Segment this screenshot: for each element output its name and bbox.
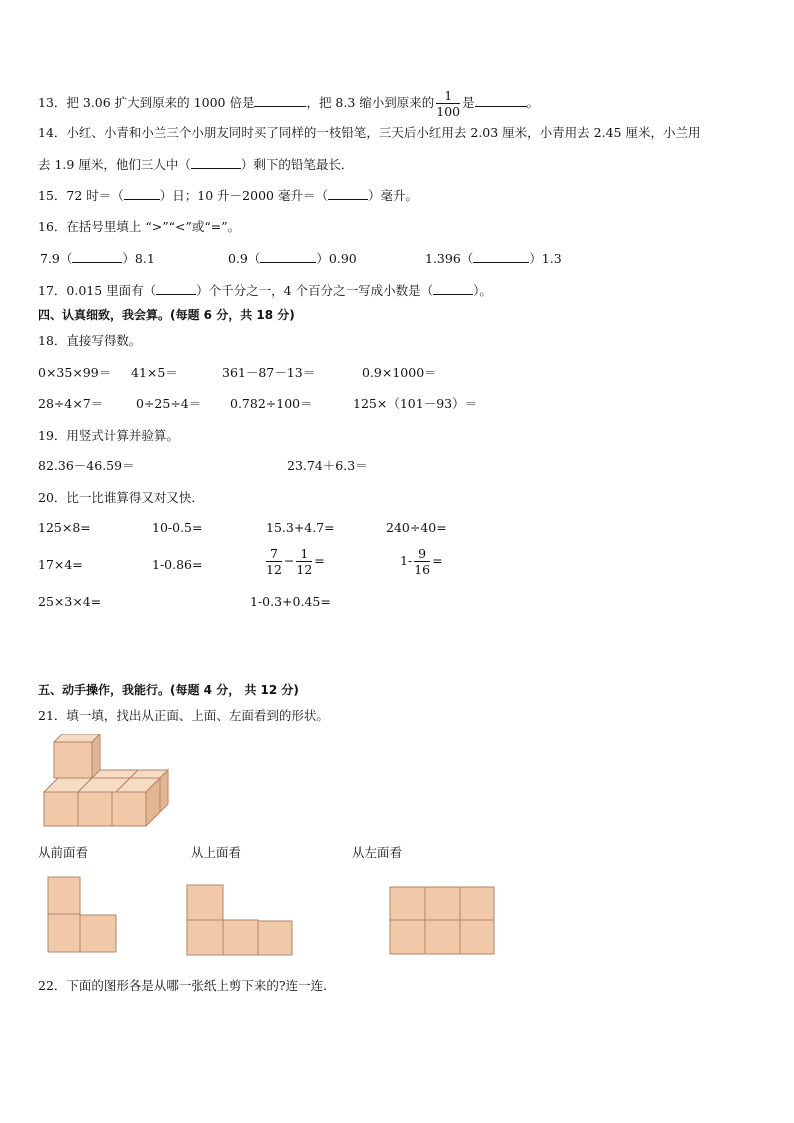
- q20-frac-a-num: 7: [266, 546, 282, 562]
- section-4-title: 四、认真细致，我会算。(每题 6 分，共 18 分): [38, 308, 295, 322]
- q14-blank[interactable]: [191, 156, 241, 169]
- q15-a: 15．72 时＝（: [38, 188, 124, 203]
- q18-r1-c3: 361－87－13＝: [222, 365, 316, 380]
- q18-r1-c1: 0×35×99＝: [38, 365, 112, 380]
- q16-item-1: [40, 250, 155, 267]
- q15-b: ）日；10 升－2000 毫升＝（: [159, 188, 328, 203]
- q14-line1: 14．小红、小青和小兰三个小朋友同时买了同样的一枝铅笔，三天后小红用去 2.03 厘米，小青用去 2.45 厘米，小兰用: [38, 125, 701, 140]
- q20-fraction-expr-2: [400, 546, 443, 577]
- q20-r1-c1: 125×8=: [38, 520, 91, 535]
- q18-r2-c3: 0.782÷100＝: [230, 396, 313, 411]
- q20-frac-a-den: 12: [266, 562, 282, 577]
- q20-r1-c4: 240÷40=: [386, 520, 447, 535]
- q18-r1-c4: 0.9×1000＝: [362, 365, 437, 380]
- q13-end: 。: [526, 95, 540, 110]
- q18-r2-c1: 28÷4×7＝: [38, 396, 104, 411]
- q17-c: ）。: [473, 283, 492, 298]
- q15-line: [38, 187, 418, 204]
- q13-after: 是: [462, 95, 475, 110]
- q13-line: [38, 88, 539, 119]
- q20-r3-c2: 1-0.3+0.45=: [250, 594, 331, 609]
- q20-frac-b-num: 1: [296, 546, 312, 562]
- q16-item-1-left: 7.9（: [40, 251, 73, 266]
- q22-title: 22．下面的图形各是从哪一张纸上剪下来的?连一连．: [38, 978, 336, 993]
- q20-frac-op: −: [283, 553, 295, 568]
- view-square: [223, 920, 258, 955]
- cube-side-face: [160, 770, 168, 812]
- view-square: [390, 920, 425, 954]
- q20-frac-c-den: 16: [414, 562, 431, 577]
- q20-frac2-pre: 1-: [400, 553, 413, 568]
- top-view-shape[interactable]: [186, 884, 294, 958]
- q17-blank-2[interactable]: [433, 282, 473, 295]
- q20-r3-c1: 25×3×4=: [38, 594, 102, 609]
- view-square: [48, 877, 80, 914]
- q17-b: ）个千分之一，4 个百分之一写成小数是（: [196, 283, 434, 298]
- q16-item-3-left: 1.396（: [425, 251, 474, 266]
- q19-item-1: 82.36－46.59＝: [38, 458, 135, 473]
- section-5-title: 五、动手操作，我能行。(每题 4 分， 共 12 分): [38, 683, 299, 697]
- view-square: [48, 914, 80, 952]
- front-view-shape[interactable]: [47, 876, 119, 956]
- q13-fraction: [436, 88, 460, 119]
- view-label-front: 从前面看: [38, 845, 89, 860]
- view-square: [258, 921, 292, 955]
- view-label-top: 从上面看: [191, 845, 242, 860]
- view-square: [460, 887, 494, 920]
- q18-r2-c4: 125×（101－93）＝: [353, 396, 478, 411]
- q16-item-2-left: 0.9（: [228, 251, 261, 266]
- view-square: [425, 920, 460, 954]
- q15-blank-2[interactable]: [328, 187, 368, 200]
- q17-blank-1[interactable]: [156, 282, 196, 295]
- q15-c: ）毫升。: [367, 188, 418, 203]
- q14-line2: [38, 156, 353, 173]
- q16-item-3-right: ）1.3: [529, 251, 562, 266]
- view-square: [460, 920, 494, 954]
- q20-frac-b-den: 12: [296, 562, 313, 577]
- q19-title: 19．用竖式计算并验算。: [38, 428, 179, 443]
- q20-frac-eq-1: =: [314, 553, 325, 568]
- q18-title: 18．直接写得数。: [38, 333, 142, 348]
- q20-r2-c2: 1-0.86=: [152, 557, 203, 572]
- q20-r2-c1: 17×4=: [38, 557, 83, 572]
- q15-blank-1[interactable]: [124, 187, 160, 200]
- q16-item-1-right: ）8.1: [122, 251, 155, 266]
- q14-line2-b: ）剩下的铅笔最长．: [240, 157, 354, 172]
- q18-r1-c2: 41×5＝: [131, 365, 178, 380]
- q16-blank-1[interactable]: [72, 250, 122, 263]
- q16-title: 16．在括号里填上 “>”“<”或“=”。: [38, 219, 241, 234]
- view-square: [390, 887, 425, 920]
- q17-a: 17．0.015 里面有（: [38, 283, 157, 298]
- q16-item-2-right: ）0.90: [316, 251, 357, 266]
- q13-prefix: 13．把 3.06 扩大到原来的 1000 倍是: [38, 95, 255, 110]
- q13-blank-1[interactable]: [254, 94, 306, 107]
- q20-frac-a: [266, 546, 282, 577]
- q16-item-2: [228, 250, 357, 267]
- view-label-left: 从左面看: [352, 845, 403, 860]
- q20-frac-c-num: 9: [414, 546, 430, 562]
- view-square: [425, 887, 460, 920]
- q20-frac-c: [414, 546, 430, 577]
- cube-front-face: [54, 742, 92, 778]
- q16-blank-3[interactable]: [473, 250, 529, 263]
- q14-line2-a: 去 1.9 厘米，他们三人中（: [38, 157, 191, 172]
- q13-frac-num: 1: [436, 88, 460, 104]
- q20-r1-c3: 15.3+4.7=: [266, 520, 335, 535]
- q19-item-2: 23.74＋6.3＝: [287, 458, 368, 473]
- q21-title: 21．填一填，找出从正面、上面、左面看到的形状。: [38, 708, 329, 723]
- q13-frac-den: 100: [436, 104, 461, 119]
- q16-blank-2[interactable]: [260, 250, 316, 263]
- q20-r1-c2: 10-0.5=: [152, 520, 203, 535]
- q16-item-3: [425, 250, 562, 267]
- q20-frac-eq-2: =: [432, 553, 443, 568]
- q13-blank-2[interactable]: [475, 94, 527, 107]
- view-square: [187, 885, 223, 920]
- cube-stack-figure: [40, 734, 172, 828]
- q20-fraction-expr-1: [264, 546, 325, 577]
- view-square: [80, 915, 116, 952]
- left-view-shape[interactable]: [389, 886, 497, 956]
- cube-front-face: [112, 792, 146, 826]
- cube-front-face: [78, 792, 112, 826]
- q20-frac-b: [296, 546, 312, 577]
- cube-front-face: [44, 792, 78, 826]
- q13-mid: ，把 8.3 缩小到原来的: [306, 95, 435, 110]
- q18-r2-c2: 0÷25÷4＝: [136, 396, 202, 411]
- q17-line: [38, 282, 492, 299]
- q20-title: 20．比一比谁算得又对又快．: [38, 490, 204, 505]
- view-square: [187, 920, 223, 955]
